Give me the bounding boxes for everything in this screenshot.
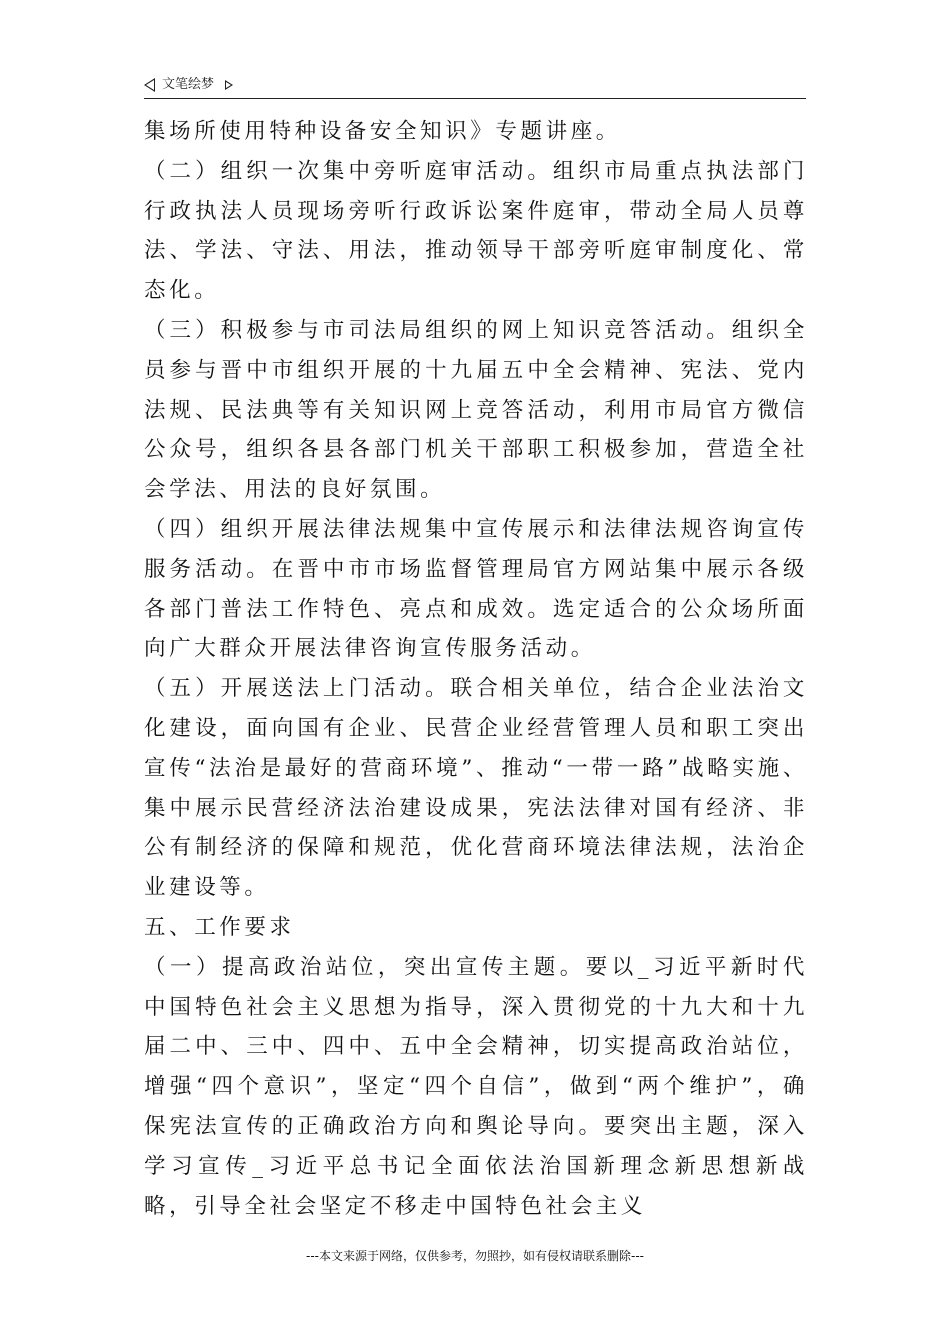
paragraph-item-2: （二）组织一次集中旁听庭审活动。组织市局重点执法部门行政执法人员现场旁听行政诉讼案件庭审，带动全局人员尊法、学法、守法、用法，推动领导干部旁听庭审制度化、常态化。 [144, 158, 808, 304]
document-body [144, 112, 808, 1226]
page-header [144, 74, 806, 96]
header-divider [144, 98, 806, 99]
paragraph-item-4: （四）组织开展法律法规集中宣传展示和法律法规咨询宣传服务活动。在晋中市市场监督管理局官方网站集中展示各级各部门普法工作特色、亮点和成效。选定适合的公众场所面向广大群众开展法律咨询宣传服务活动。 [144, 516, 808, 662]
triangle-left-icon [144, 78, 155, 92]
footer-disclaimer: ---本文来源于网络，仅供参考，勿照抄，如有侵权请联系删除--- [306, 1249, 644, 1263]
paragraph-continuation: 集场所使用特种设备安全知识》专题讲座。 [144, 119, 621, 144]
header-title: 文笔绘梦 [162, 77, 215, 92]
paragraph-requirement-1: （一）提高政治站位，突出宣传主题。要以_习近平新时代中国特色社会主义思想为指导，深入贯彻党的十九大和十九届二中、三中、四中、五中全会精神，切实提高政治站位，增强“四个意识”，坚定“四个自信”，做到“两个维护”，确保宪法宣传的正确政治方向和舆论导向。要突出主题，深入学习宣传_习近平总书记全面依法治国新理念新思想新战略，引导全社会坚定不移走中国特色社会主义 [144, 954, 808, 1219]
paragraph-item-3: （三）积极参与市司法局组织的网上知识竞答活动。组织全员参与晋中市组织开展的十九届五中全会精神、宪法、党内法规、民法典等有关知识网上竞答活动，利用市局官方微信公众号，组织各县各部门机关干部职工积极参加，营造全社会学法、用法的良好氛围。 [144, 317, 808, 503]
paragraph-item-5: （五）开展送法上门活动。联合相关单位，结合企业法治文化建设，面向国有企业、民营企业经营管理人员和职工突出宣传“法治是最好的营商环境”、推动“一带一路”战略实施、集中展示民营经济法治建设成果，宪法法律对国有经济、非公有制经济的保障和规范，优化营商环境法律法规，法治企业建设等。 [144, 676, 808, 901]
triangle-right-icon [225, 80, 233, 90]
section-heading: 五、工作要求 [144, 914, 295, 940]
